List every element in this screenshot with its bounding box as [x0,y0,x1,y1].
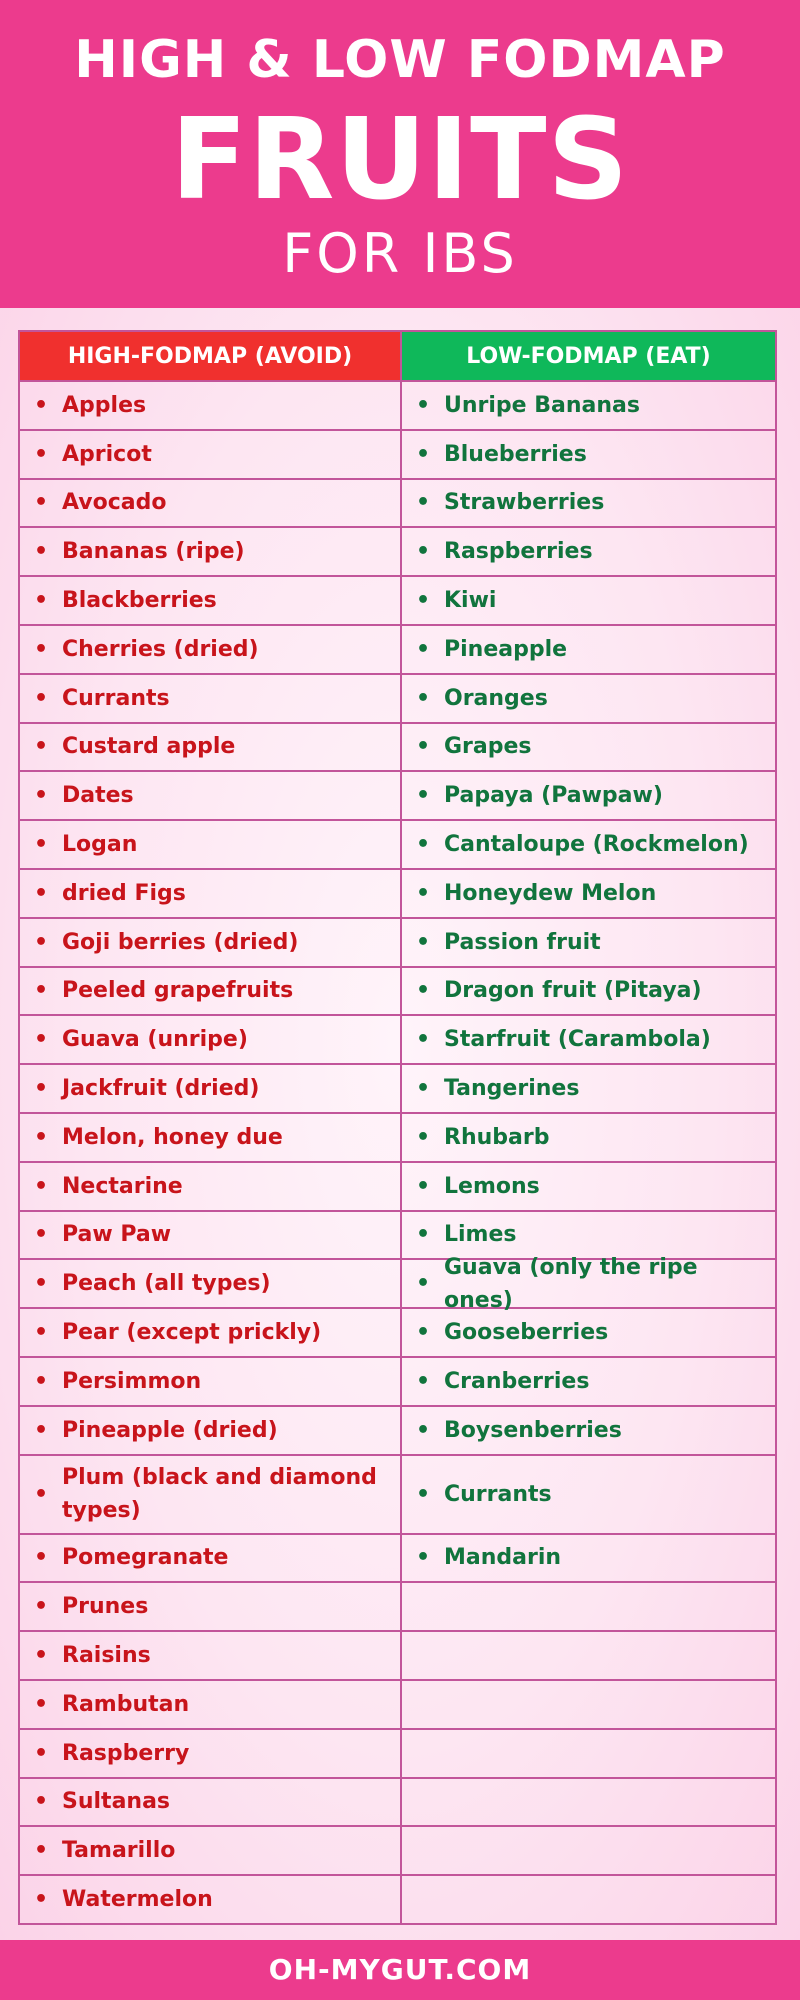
low-fodmap-item [402,917,775,966]
item-label: Pomegranate [62,1545,229,1571]
low-fodmap-item [402,1356,775,1405]
high-fodmap-item [20,1307,400,1356]
item-label: Persimmon [62,1368,202,1394]
high-fodmap-item [20,624,400,673]
bullet-icon: • [416,685,431,711]
high-fodmap-item [20,1210,400,1259]
item-label: Nectarine [62,1173,183,1199]
high-fodmap-item [20,1874,400,1923]
empty-cell [402,1728,775,1777]
high-fodmap-item [20,1112,400,1161]
low-fodmap-item [402,819,775,868]
item-label: Watermelon [62,1887,213,1912]
bullet-icon: • [34,636,49,662]
bullet-icon: • [416,1222,431,1248]
item-label: Kiwi [444,588,497,614]
bullet-icon: • [34,1887,49,1912]
title-line-3: FOR IBS [282,222,518,285]
item-label: Pineapple [444,636,568,662]
high-fodmap-item [20,966,400,1015]
low-fodmap-item [402,1112,775,1161]
item-label: Dates [62,783,134,809]
item-label: Blueberries [444,441,587,467]
item-label: Peeled grapefruits [62,978,294,1004]
bullet-icon: • [416,636,431,662]
item-label: Cantaloupe (Rockmelon) [444,832,749,858]
low-fodmap-item [402,966,775,1015]
bullet-icon: • [34,929,49,955]
high-fodmap-item [20,380,400,429]
item-label: Passion fruit [444,929,601,955]
bullet-icon: • [34,1076,49,1102]
high-fodmap-item [20,1581,400,1630]
empty-cell [402,1825,775,1874]
high-fodmap-item [20,1258,400,1307]
item-label: Melon, honey due [62,1124,283,1150]
item-label: Goji berries (dried) [62,929,299,955]
bullet-icon: • [416,929,431,955]
bullet-icon: • [34,734,49,760]
bullet-icon: • [416,1173,431,1199]
bullet-icon: • [34,1222,49,1248]
bullet-icon: • [416,880,431,906]
bullet-icon: • [416,539,431,565]
bullet-icon: • [34,1368,49,1394]
bullet-icon: • [416,832,431,858]
item-label: Dragon fruit (Pitaya) [444,978,702,1004]
bullet-icon: • [416,1545,431,1571]
low-fodmap-item [402,1405,775,1454]
high-fodmap-item [20,1356,400,1405]
high-fodmap-item [20,526,400,575]
bullet-icon: • [34,490,49,516]
high-fodmap-item [20,868,400,917]
empty-cell [402,1679,775,1728]
item-label: Boysenberries [444,1417,622,1443]
high-fodmap-item [20,1825,400,1874]
bullet-icon: • [34,685,49,711]
item-label: Custard apple [62,734,236,760]
bullet-icon: • [34,1838,49,1864]
item-label: Tangerines [444,1076,580,1102]
low-fodmap-item [402,429,775,478]
bullet-icon: • [416,1481,431,1507]
item-label: Rhubarb [444,1124,550,1150]
low-fodmap-item [402,1533,775,1582]
low-fodmap-item [402,770,775,819]
item-label: Peach (all types) [62,1271,271,1297]
low-fodmap-item [402,526,775,575]
item-label: Gooseberries [444,1320,609,1346]
item-label: Pear (except prickly) [62,1320,322,1346]
header-banner [0,0,800,308]
empty-cell [402,1581,775,1630]
low-fodmap-header: LOW-FODMAP (EAT) [402,332,775,380]
bullet-icon: • [416,1076,431,1102]
high-fodmap-item [20,673,400,722]
low-fodmap-item [402,1161,775,1210]
item-label: Raisins [62,1643,151,1669]
empty-cell [402,1777,775,1826]
item-label: Guava (unripe) [62,1027,248,1053]
bullet-icon: • [416,1027,431,1053]
bullet-icon: • [34,441,49,467]
high-fodmap-item [20,1777,400,1826]
low-fodmap-item [402,1454,775,1533]
bullet-icon: • [34,1740,49,1766]
item-label: Mandarin [444,1545,562,1571]
low-fodmap-item [402,1063,775,1112]
item-label: Plum (black and diamond types) [62,1465,377,1524]
item-label: Apples [62,392,147,418]
item-label: Strawberries [444,490,605,516]
item-label: Currants [444,1481,552,1507]
item-label: Paw Paw [62,1222,172,1248]
high-fodmap-item [20,1533,400,1582]
low-fodmap-item [402,673,775,722]
bullet-icon: • [34,1594,49,1620]
low-fodmap-item [402,575,775,624]
high-fodmap-item [20,1630,400,1679]
table-header-row [20,332,775,380]
bullet-icon: • [34,1173,49,1199]
high-fodmap-column [20,380,402,1923]
bullet-icon: • [34,588,49,614]
item-label: Papaya (Pawpaw) [444,783,663,809]
bullet-icon: • [34,1691,49,1717]
high-fodmap-item [20,1405,400,1454]
bullet-icon: • [416,978,431,1004]
item-label: Cranberries [444,1368,590,1394]
item-label: Prunes [62,1594,149,1620]
item-label: Starfruit (Carambola) [444,1027,711,1053]
low-fodmap-item [402,722,775,771]
bullet-icon: • [416,1368,431,1394]
low-fodmap-column [402,380,775,1923]
empty-cell [402,1874,775,1923]
bullet-icon: • [416,1320,431,1346]
high-fodmap-header: HIGH-FODMAP (AVOID) [20,332,402,380]
high-fodmap-item [20,429,400,478]
item-label: Apricot [62,441,152,467]
high-fodmap-item [20,770,400,819]
bullet-icon: • [34,880,49,906]
item-label: Bananas (ripe) [62,539,245,565]
item-label: Limes [444,1222,517,1248]
bullet-icon: • [416,392,431,418]
bullet-icon: • [416,441,431,467]
bullet-icon: • [34,1545,49,1571]
bullet-icon: • [416,588,431,614]
bullet-icon: • [416,1417,431,1443]
low-fodmap-item [402,624,775,673]
item-label: Pineapple (dried) [62,1417,278,1443]
low-fodmap-item [402,868,775,917]
item-label: Raspberries [444,539,593,565]
high-fodmap-item [20,1161,400,1210]
high-fodmap-item [20,917,400,966]
low-fodmap-item [402,1254,775,1313]
bullet-icon: • [416,734,431,760]
item-label: Logan [62,832,138,858]
item-label: Grapes [444,734,532,760]
high-fodmap-item [20,1454,400,1533]
bullet-icon: • [34,1027,49,1053]
item-label: Raspberry [62,1740,190,1766]
item-label: Unripe Bananas [444,392,640,418]
item-label: Blackberries [62,588,217,614]
item-label: Honeydew Melon [444,880,657,906]
bullet-icon: • [34,539,49,565]
bullet-icon: • [416,1124,431,1150]
high-fodmap-item [20,1014,400,1063]
high-fodmap-item [20,575,400,624]
item-label: Cherries (dried) [62,636,259,662]
item-label: Jackfruit (dried) [62,1076,260,1102]
bullet-icon: • [34,1643,49,1669]
item-label: Guava (only the ripe ones) [444,1254,698,1313]
bullet-icon: • [34,1481,49,1507]
high-fodmap-item [20,478,400,527]
high-fodmap-item [20,722,400,771]
high-fodmap-item [20,1679,400,1728]
table-body [20,380,775,1923]
item-label: Avocado [62,490,167,516]
bullet-icon: • [416,490,431,516]
empty-cell [402,1630,775,1679]
content-area [0,308,800,1940]
item-label: Currants [62,685,170,711]
bullet-icon: • [34,832,49,858]
item-label: dried Figs [62,880,186,906]
low-fodmap-item [402,478,775,527]
bullet-icon: • [34,978,49,1004]
fodmap-table [18,330,777,1925]
bullet-icon: • [34,1417,49,1443]
bullet-icon: • [416,783,431,809]
high-fodmap-item [20,1728,400,1777]
bullet-icon: • [416,1271,431,1297]
low-fodmap-item [402,380,775,429]
item-label: Rambutan [62,1691,190,1717]
title-line-1: HIGH & LOW FODMAP [74,30,726,90]
bullet-icon: • [34,1789,49,1815]
item-label: Lemons [444,1173,540,1199]
bullet-icon: • [34,783,49,809]
item-label: Sultanas [62,1789,171,1815]
low-fodmap-item [402,1014,775,1063]
bullet-icon: • [34,392,49,418]
bullet-icon: • [34,1271,49,1297]
item-label: Oranges [444,685,548,711]
high-fodmap-item [20,1063,400,1112]
footer-site: OH-MYGUT.COM [0,1940,800,2000]
bullet-icon: • [34,1320,49,1346]
high-fodmap-item [20,819,400,868]
item-label: Tamarillo [62,1838,176,1864]
bullet-icon: • [34,1124,49,1150]
title-line-2: FRUITS [170,95,630,225]
